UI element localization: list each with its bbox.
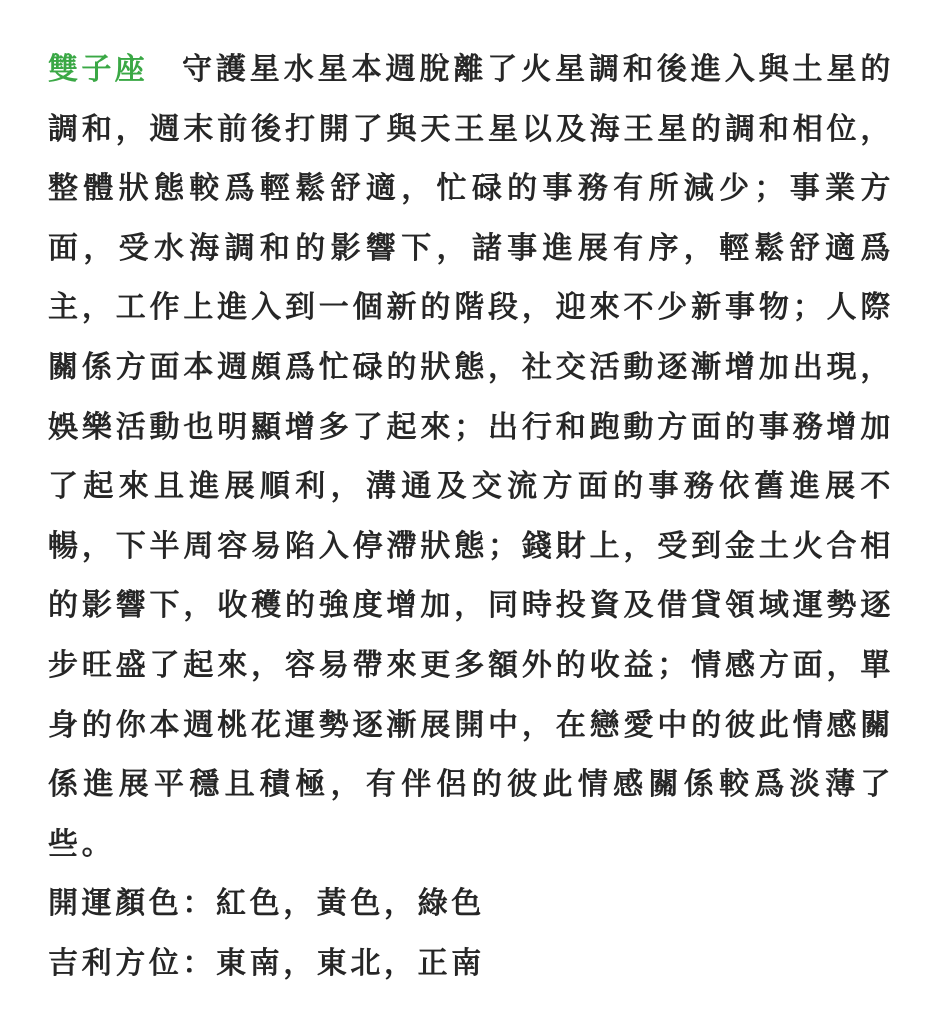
horoscope-paragraph (48, 40, 894, 874)
lucky-colors: 開運顏色：紅色，黃色，綠色 (48, 886, 485, 922)
horoscope-body: 守護星水星本週脫離了火星調和後進入與土星的調和，週末前後打開了與天王星以及海王星的調和相位，整體狀態較爲輕鬆舒適，忙碌的事務有所減少；事業方面，受水海調和的影響下，諸事進展有序，輕鬆舒適爲主，工作上進入到一個新的階段，迎來不少新事物；人際關係方面本週頗爲忙碌的狀態，社交活動逐漸增加出現，娛樂活動也明顯增多了起來；出行和跑動方面的事務增加了起來且進展順利，溝通及交流方面的事務依舊進展不暢，下半周容易陷入停滯狀態；錢財上，受到金土火合相的影響下，收穫的強度增加，同時投資及借貸領域運勢逐步旺盛了起來，容易帶來更多額外的收益；情感方面，單身的你本週桃花運勢逐漸展開中，在戀愛中的彼此情感關係進展平穩且積極，有伴侶的彼此情感關係較爲淡薄了些。 (48, 52, 894, 862)
sign-title: 雙子座 (48, 52, 148, 87)
lucky-directions: 吉利方位：東南，東北，正南 (48, 945, 485, 981)
horoscope-article (48, 40, 894, 994)
